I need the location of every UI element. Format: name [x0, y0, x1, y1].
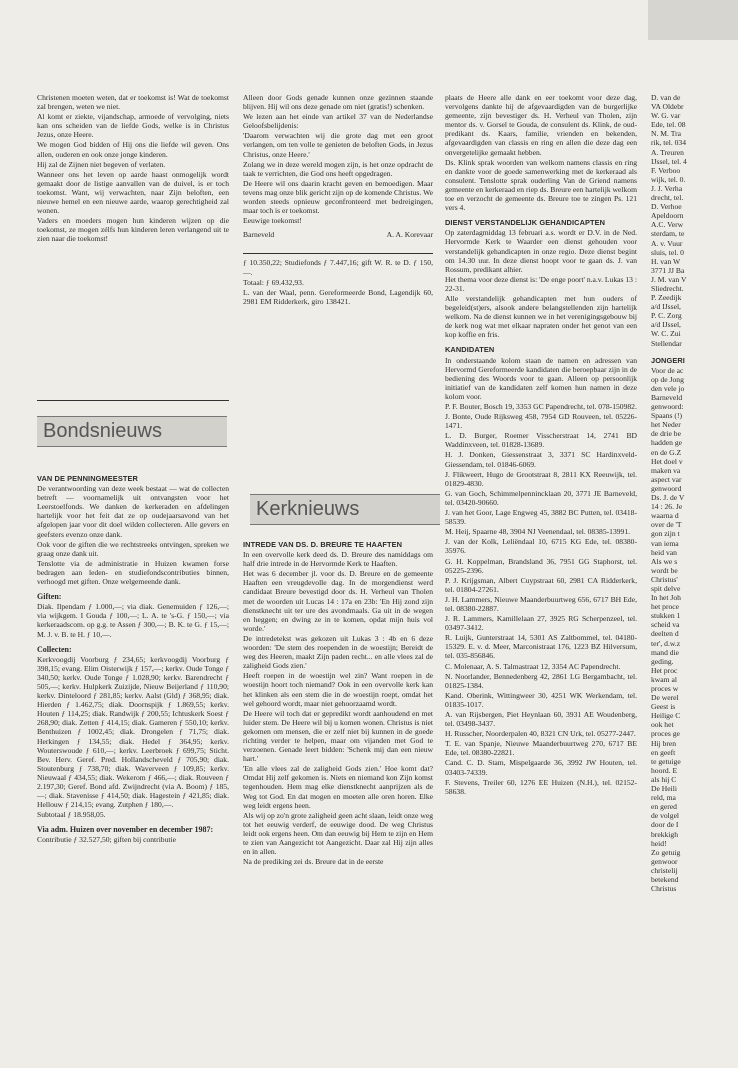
text-line: 3771 JJ Ba [651, 265, 685, 275]
list-item: H. J. Donken, Giessenstraat 3, 3371 SC Hardinxveld-Giessendam, tel. 01846-6069. [445, 450, 637, 469]
text-line: maken va [651, 465, 681, 475]
text-line: wordt be [651, 565, 678, 575]
list-item: N. Noorlander, Bennedenberg 42, 2861 LG Bergambacht, tel. 01825-1384. [445, 671, 637, 690]
paragraph: Na de prediking zei ds. Breure dat in de eerste [243, 857, 384, 867]
column-4-partial [651, 93, 738, 893]
text-line: Ds. J. de V [651, 493, 685, 503]
text-line: De Heili [651, 784, 677, 794]
list-item: F. Stevens, Treiler 60, 1276 EE Huizen (N.H.), tel. 02152-58638. [445, 777, 637, 796]
text-line: heid! [651, 838, 667, 848]
text-line: wijk, tel. 0. [651, 174, 686, 184]
text-line: 14 : 26. Je [651, 502, 683, 512]
paragraph: Het thema voor deze dienst is: 'De enge poort' n.a.v. Lukas 13 : 22-31. [445, 274, 637, 293]
paragraph: We lezen aan het einde van artikel 37 van de Nederlandse Geloofsbelijdenis: [243, 112, 433, 131]
text-line: het proce [651, 602, 680, 612]
list-item: M. Heij, Spaarne 48, 3904 NJ Veenendaal, tel. 08385-13991. [445, 527, 631, 537]
list-item: J. van het Goor, Lage Engweg 45, 3882 BC Putten, tel. 03418-58539. [445, 508, 637, 527]
paragraph: Hij zal de Zijnen niet begeven of verlaten. [37, 159, 166, 169]
text-line: genwoor [651, 856, 678, 866]
text-line: VA Oldebr [651, 102, 684, 112]
kerknieuws-banner: Kerknieuws [250, 494, 440, 525]
text-line: Zo getuig [651, 847, 681, 857]
paragraph: De Heere wil toch dat er gepredikt wordt aanhoudend en met luider stem. De Heere wil bij u komen wonen. Christus is niet gekomen om mensen, die er zelf niet bij kunnen in de goede richting verder te helpen, maar om vijanden met God te verzoenen. Genade leert bidden: 'Schenk mij dan een nieuw hart.' [243, 708, 433, 764]
paragraph: Heeft roepen in de woestijn wel zin? Want roepen in de woestijn hoort toch niemand? Ook in een overvolle kerk kan het klinken als een stem die in de woestijn roept, omdat het wel gehoord wordt, maar niet gehoorzaamd wordt. [243, 671, 433, 708]
adm-heading: Via adm. Huizen over november en december 1987: [37, 825, 214, 835]
text-line: rik, tel. 034 [651, 138, 687, 148]
paragraph: Ds. Klink sprak woorden van welkom namens classis en ring en dankte voor de goede samenwerking met de kerkeraad als consulent. Tenslotte sprak ouderling Van de Griend namens gemeente en kerkeraad en riep ds. Breure een hartelijk welkom toe en verzocht de gemeente ds. Breure toe te zingen Ps. 121 vers 4. [445, 157, 637, 213]
paragraph: Alle verstandelijk gehandicapten met hun ouders of begeleid(st)ers, alsook andere belangstellenden zijn hartelijk welkom. Na de dienst kunnen we in het verenigingsgebouw bij de kerk nog wat met elkaar napraten onder het genot van een kop koffie en fris. [445, 293, 637, 340]
finance-line: L. van der Waal, penn. Gereformeerde Bond, Lagendijk 60, 2981 EM Ridderkerk, giro 138421. [243, 287, 433, 306]
text-line: gon zijn t [651, 529, 680, 539]
list-item: J. Flikweert, Hugo de Grootstraat 8, 2811 KX Reeuwijk, tel. 01829-4830. [445, 469, 637, 488]
text-line: genwoord: [651, 402, 684, 412]
text-line: christelij [651, 865, 678, 875]
text-line: de drie be [651, 429, 681, 439]
text-line: en gered [651, 802, 677, 812]
paragraph: plaats de Heere alle dank en eer toekomt voor deze dag, vervolgens dankte hij de afgevaardigden van de burgerlijke gemeente, zijn bevestiger ds. H. Verheul van Tholen, zijn mentor ds. v. Gorsel te Gouda, de consulent ds. Klink, de oud-predikant ds. Kaars, familie, vrienden en bekenden, afgevaardigden van classis en ring en allen die deze dag een onvergetelijke gemaakt hebben. [445, 93, 637, 157]
section-heading: KANDIDATEN [445, 345, 495, 355]
paragraph: Op zaterdagmiddag 13 februari a.s. wordt er D.V. in de Ned. Hervormde Kerk te Waarder een dienst gehouden voor verstandelijk gehandicapten in onze regio. Deze dienst begint om 14.30 uur. In deze dienst hoopt voor te gaan ds. J. van Rossum, predikant alhier. [445, 228, 637, 274]
subtotal: Subtotaal ƒ 18.958,05. [37, 810, 106, 820]
text-line: reld, ma [651, 793, 676, 803]
signature-name: A. A. Korevaar [386, 230, 433, 240]
bondsnieuws-banner: Bondsnieuws [37, 416, 227, 447]
text-line: over de 'T [651, 520, 682, 530]
paragraph: In een overvolle kerk deed ds. D. Breure des namiddags om half drie intrede in de Hervormde Kerk te Haaften. [243, 550, 433, 569]
list-item: R. Luijk, Gunterstraat 14, 5301 AS Zaltbommel, tel. 04180-15329. E. v. d. Meer, Marconistraat 176, 1223 BZ Hilversum, tel. 035-856846. [445, 633, 637, 661]
list-item: P. F. Bouter, Bosch 19, 3353 GC Papendrecht, tel. 078-150982. [445, 402, 637, 411]
text-line: geding. [651, 656, 674, 666]
text-line: spit delve [651, 583, 681, 593]
text-line: brekkigh [651, 829, 678, 839]
text-line: D. van de [651, 93, 681, 102]
list-item: P. J. Krijgsman, Albert Cuypstraat 60, 2981 CA Ridderkerk, tel. 01804-27261. [445, 575, 637, 594]
section-heading: INTREDE VAN DS. D. BREURE TE HAAFTEN [243, 540, 403, 549]
list-item: J. H. Lammers, Nieuwe Maanderbuurtweg 656, 6717 BH Ede, tel. 08380-22887. [445, 594, 637, 613]
text-line: de volgel [651, 811, 680, 821]
text-line: W. G. var [651, 111, 681, 121]
paragraph: Tenslotte via de administratie in Huizen kwamen forse bedragen aan leden- en studiefondscontributies binnen, verhoogd met giften. Onze welgemeende dank. [37, 558, 229, 587]
list-item: C. Molenaar, A. S. Talmastraat 12, 3354 AC Papendrecht. [445, 661, 621, 671]
list-item: G. van Goch, Schimmelpennincklaan 20, 3771 JE Barneveld, tel. 03420-90660. [445, 488, 637, 507]
paragraph: Ook voor de giften die we rechtstreeks ontvingen, spreken we graag onze dank uit. [37, 539, 229, 558]
paragraph: Zolang we in deze wereld mogen zijn, is het onze opdracht de taak te verrichten, die God ons heeft opgedragen. [243, 159, 433, 178]
text-line: op de Jong [651, 374, 684, 384]
finance-line: ƒ 10.350,22; Studiefonds ƒ 7.447,16; gift W. R. te D. ƒ 150,—. [243, 258, 433, 277]
text-line: mand die [651, 647, 680, 657]
paragraph: Christenen moeten weten, dat er toekomst is! Wat de toekomst zal brengen, weten we niet. [37, 93, 229, 112]
collections-heading: Collecten: [37, 644, 72, 654]
text-line: In het Joh [651, 593, 681, 603]
finance-line: Totaal: ƒ 69.432,93. [243, 277, 304, 287]
text-line: A. Treuren [651, 147, 684, 157]
text-line: en de G.Z [651, 447, 682, 457]
section-heading: JONGERI [651, 355, 685, 365]
text-line: H. van W [651, 256, 681, 266]
text-line: den vele jo [651, 383, 685, 393]
section-heading: DIENST VERSTANDELIJK GEHANDICAPTEN [445, 218, 606, 228]
paragraph: In onderstaande kolom staan de namen en adressen van Hervormd Gereformeerde kandidaten die beroepbaar zijn in de bediening des Woords voor te gaan. Alleen op persoonlijk initiatief van de kandidaten zelf komen hun namen in deze kolom voor. [445, 355, 637, 401]
text-line: Spaans (!) [651, 411, 682, 421]
text-line: P. Zeedijk [651, 293, 682, 303]
text-line: Het doel v [651, 456, 683, 466]
text-line: het Neder [651, 420, 681, 430]
text-line: W. C. Zui [651, 329, 681, 339]
text-line: proces ge [651, 729, 680, 739]
list-item: G. H. Koppelman, Brandsland 36, 7951 GG Staphorst, tel. 05225-2396. [445, 556, 637, 575]
list-item: A. van Rijsbergen, Piet Heynlaan 60, 3931 AE Woudenberg, tel. 03498-3437. [445, 710, 637, 729]
text-line: ook het [651, 720, 674, 730]
text-line: proces w [651, 684, 679, 693]
list-item: J. van der Kolk, Leliëndaal 10, 6715 KG Ede, tel. 08380-35976. [445, 537, 637, 556]
text-line: Stellendar [651, 338, 682, 348]
text-line: ter', d.w.z [651, 638, 681, 648]
text-line: te getuige [651, 756, 681, 766]
text-line: door de I [651, 820, 679, 830]
text-line: De werel [651, 693, 679, 703]
adjacent-page-edge [648, 0, 738, 40]
list-item: J. R. Lammers, Kamillelaan 27, 3925 RG Scherpenzeel, tel. 03497-3412. [445, 614, 637, 633]
paragraph: 'En alle vlees zal de zaligheid Gods zien.' Hoe komt dat? Omdat Hij zelf gekomen is. Niets en niemand kon Zijn komst tegenhouden. Hem mag elke dienstknecht aanprijzen als de Weg tot God. En dat mogen en moeten alle oren horen. Elke weg leidt ergens heen. [243, 764, 433, 810]
text-line: Als we s [651, 556, 678, 566]
text-line: sterdam, te [651, 229, 685, 239]
gifts-heading: Giften: [37, 592, 62, 602]
text-line: Barneveld [651, 393, 683, 402]
text-line: Christus [651, 884, 677, 894]
text-line: Het proc [651, 665, 678, 675]
gifts-text: Diak. Ilpendam ƒ 1.000,—; via diak. Genemuiden ƒ 126,—; via wijkgem. I Gouda ƒ 100,—; L. A. te 's-G. ƒ 150,—; via kerkeraadscom. op g.g. te Assen ƒ 300,—; B. K. te G. ƒ 15,—; M. J. v. B. te H. ƒ 10,—. [37, 602, 229, 639]
text-line: deelten d [651, 629, 679, 639]
text-line: IJssel, tel. 4 [651, 156, 687, 166]
text-line: hoord. E [651, 765, 678, 775]
paragraph: Eeuwige toekomst! [243, 216, 302, 226]
text-line: P. C. Zorg [651, 311, 682, 321]
column-2-bottom [243, 534, 433, 867]
paragraph: Als wij op zo'n grote zaligheid geen acht slaan, leidt onze weg tot het eeuwig verderf, de eeuwige dood. De weg Christus leidt ook ergens heen. Om dan eeuwig bij Hem te zijn en Hem te zien van Aangezicht tot Aangezicht. Daar zal Hij zijn alles en in allen. [243, 810, 433, 857]
paragraph: De verantwoording van deze week bestaat — wat de collecten betreft — voornamelijk uit ontvangsten voor het Leerstoelfonds. We danken de kerkeraden en afdelingen hartelijk voor het feit dat ze op oudejaarsavond van het afgelopen jaar voor dit doel wilden collecteren. Alle gevers en geefsters evenzo onze dank. [37, 484, 229, 539]
text-line: Voor de ac [651, 365, 684, 375]
list-item: J. Bonte, Oude Rijksweg 458, 7954 GD Rouveen, tel. 05226-1471. [445, 412, 637, 431]
text-line: Hij bren [651, 738, 677, 748]
list-item: T. E. van Spanje, Nieuwe Maanderbuurtweg 270, 6717 BE Ede, tel. 08380-22821. [445, 739, 637, 758]
list-item: Cand. C. D. Stam, Mispelgaarde 36, 3992 JW Houten, tel. 03403-74339. [445, 758, 637, 777]
signature-place: Barneveld [243, 230, 275, 240]
column-1-top [37, 93, 229, 245]
text-line: betekend [651, 874, 679, 884]
text-line: N. M. Tra [651, 129, 681, 139]
text-line: genwoord [651, 483, 682, 493]
column-2-top [243, 93, 433, 307]
text-line: waarna d [651, 511, 679, 521]
column-1-bottom [37, 468, 229, 846]
text-line: Geest is [651, 702, 676, 712]
text-line: F. Verboo [651, 165, 681, 175]
text-line: heid van [651, 547, 677, 557]
text-line: hadden ge [651, 438, 682, 448]
paragraph: Het was 6 december jl. voor ds. D. Breure en de gemeente Haaften een vreugdevolle dag. In de morgendienst werd candidaat Breure bevestigd door ds. H. Verheul van Tholen met de woorden uit Lucas 14 : 17a en 23b: 'En Hij zond zijn dienstknecht uit ter ure des avondmaals. Ga uit in de wegen en heggen; en dwing ze in te komen, opdat mijn huis vol worde.' [243, 569, 433, 633]
paragraph: Al komt er ziekte, vijandschap, armoede of vervolging, niets kan ons scheiden van de liefde Gods, welke is in Christus Jezus, onze Heere. [37, 112, 229, 140]
text-line: Heilige C [651, 711, 681, 721]
text-line: stukken 1 [651, 611, 681, 621]
signature [243, 230, 433, 239]
paragraph: We mogen God bidden of Hij ons die liefde wil geven. Ons allen, ouderen en ook onze jonge kinderen. [37, 140, 229, 159]
text-line: a/d IJssel, [651, 320, 681, 330]
text-line: Apeldoorn [651, 211, 684, 221]
text-line: drecht, tel. [651, 193, 684, 203]
column-3 [445, 93, 637, 797]
paragraph: 'Daarom verwachten wij die grote dag met een groot verlangen, om ten volle te genieten de beloften Gods, in Jezus Christus, onze Heere.' [243, 131, 433, 159]
text-line: A. v. Vuur [651, 238, 683, 248]
section-divider [243, 253, 433, 254]
text-line: a/d IJssel, [651, 302, 681, 312]
text-line: Christus' [651, 574, 678, 584]
text-line: Sliedrecht. [651, 283, 684, 293]
text-line: kwam al [651, 674, 677, 684]
text-line: D. Verhoe [651, 202, 682, 212]
list-item: H. Russcher, Noorderpalen 40, 8321 CN Urk, tel. 05277-2447. [445, 729, 636, 739]
paragraph: Wanneer ons het leven op aarde haast onmogelijk wordt gemaakt door de listige aanvallen van de duivel, is er toch toekomst. Want, wij verwachten, naar Zijn beloften, een nieuwe hemel en een nieuwe aarde, waarop gerechtigheid zal wonen. [37, 169, 229, 216]
text-line: Ede, tel. 08 [651, 120, 686, 130]
paragraph: De intredetekst was gekozen uit Lukas 3 : 4b en 6 deze woorden: 'De stem des roependen in de woestijn; Bereidt de weg des Heeren, maakt Zijn paden recht... en alle vlees zal de zaligheid Gods zien.' [243, 633, 433, 671]
paragraph: De Heere wil ons daarin kracht geven en bemoedigen. Maar tevens mag onze blik gericht zijn op de komende Christus. We worden steeds opnieuw geconfronteerd met bedreigingen, maar toch is er toekomst. [243, 178, 433, 216]
section-divider [37, 400, 229, 401]
text-line: scheid va [651, 620, 680, 630]
text-line: J. J. Verha [651, 183, 683, 193]
list-item: L. D. Burger, Roemer Visscherstraat 14, 2741 BD Waddinxveen, tel. 01828-13689. [445, 431, 637, 450]
text-line: als hij C [651, 774, 677, 784]
text-line: A.C. Verw [651, 220, 684, 230]
collections-text: Kerkvoogdij Voorburg ƒ 234,65; kerkvoogdij Voorburg ƒ 398,15; evang. Elim Oisterwijk ƒ 157,—; kerkv. Oude Tonge ƒ 340,50; kerkv. Oude Tonge ƒ 1.028,90; kerkv. Barendrecht ƒ 505,—; kerkv. Hulpkerk Zuizijde, Nieuw Beijerland ƒ 110,90; kerkv. Dinteloord ƒ 281,85; kerkv. Aalst (Gld) ƒ 368,95; diak. Hierden ƒ 1.462,75; diak. Doornspijk ƒ 1.869,55; kerkv. Houten ƒ 114,25; diak. Randwijk ƒ 200,55; Ichtuskerk Soest ƒ 268,90; diak. Zetten ƒ 414,15; diak. Gameren ƒ 550,10; kerkv. Benthuizen ƒ 1002,45; diak. Drongelen ƒ 71,75; diak. Herkingen ƒ 134,55; diak. Hedel ƒ 364,95; kerkv. Wouterswoude ƒ 610,—; kerkv. Leerbroek ƒ 699,75; Sticht. Bev. Herv. Geref. Pred. Hollandscheveld ƒ 705,90; diak. Stoutenburg ƒ 738,70; diak. Waverveen ƒ 109,85; kerkv. Nieuwaal ƒ 434,55; diak. Wekerom ƒ 466,—; diak. Rouveen ƒ 2.197,30; Geref. Bond afd. Zwijndrecht (via A. Boom) ƒ 185,—; diak. Stavenisse ƒ 414,50; diak. Hagestein ƒ 421,85; diak. Hellouw ƒ 214,15; evang. Zutphen ƒ 180,—. [37, 654, 229, 810]
paragraph: Alleen door Gods genade kunnen onze gezinnen staande blijven. Hij wil ons deze genade om niet (gratis!) schenken. [243, 93, 433, 112]
paragraph: Vaders en moeders mogen hun kinderen wijzen op die toekomst, ze mogen zélfs hun kinderen leren verlangend uit te zien naar die toekomst! [37, 216, 229, 244]
list-item: Kand. Oberink, Wittingweer 30, 4251 WK Werkendam, tel. 01835-1017. [445, 690, 637, 709]
section-heading: VAN DE PENNINGMEESTER [37, 474, 138, 483]
text-line: aspect var [651, 474, 682, 484]
text-line: J. M. van V [651, 274, 687, 284]
text-line: sluis, tel. 0 [651, 247, 684, 257]
text-line: en geeft [651, 747, 676, 757]
text-line: van iema [651, 538, 679, 548]
adm-text: Contributie ƒ 32.527,50; giften bij contributie [37, 835, 176, 845]
